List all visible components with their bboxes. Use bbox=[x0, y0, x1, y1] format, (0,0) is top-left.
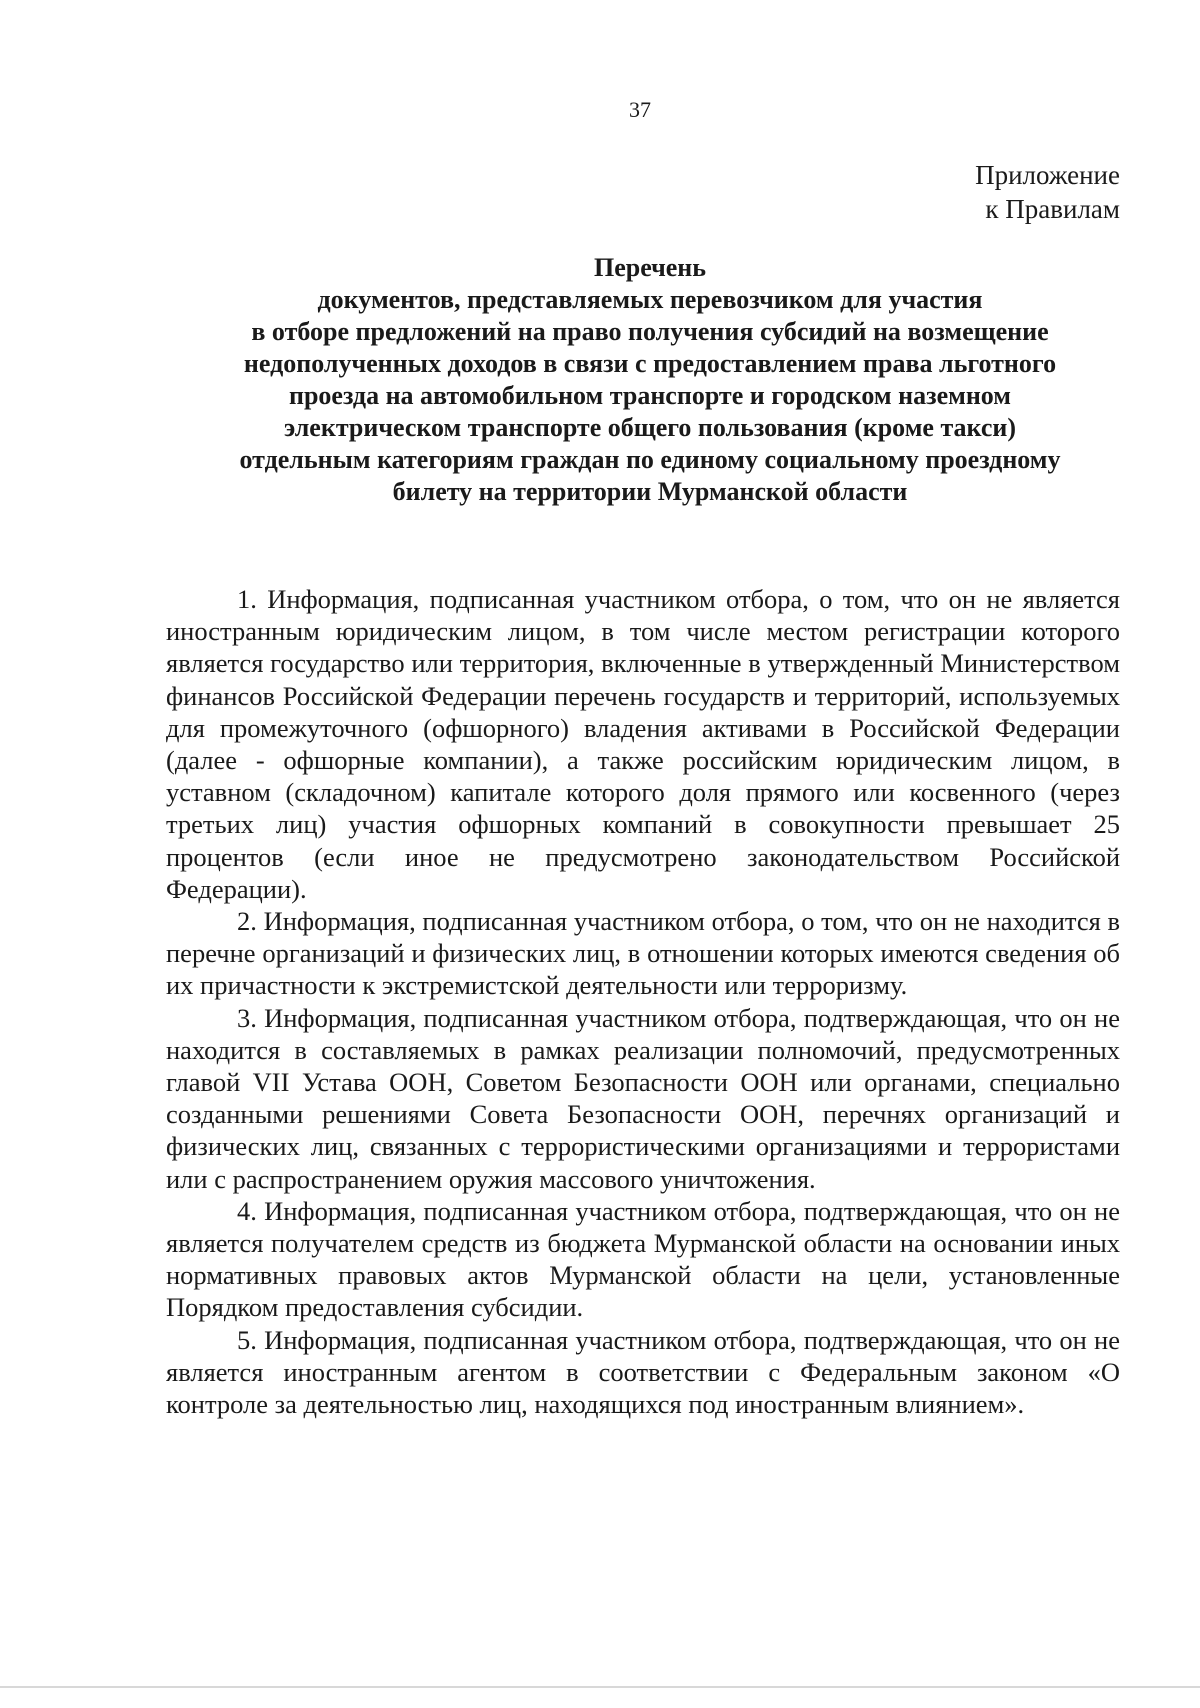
title-line: проезда на автомобильном транспорте и городском наземном bbox=[288, 381, 1012, 410]
appendix-target: к Правилам bbox=[985, 194, 1120, 224]
title-line: электрическом транспорте общего пользования (кроме такси) bbox=[283, 413, 1017, 442]
document-body bbox=[166, 583, 1120, 1420]
scan-edge-line bbox=[0, 1686, 1200, 1688]
list-item-1: 1. Информация, подписанная участником отбора, о том, что он не является иностранным юридическим лицом, в том числе местом регистрации которого является государство или территория, включенные в утвержденный Министерством финансов Российской Федерации перечень государств и территорий, используемых для промежуточного (офшорного) владения активами в Российской Федерации (далее - офшорные компании), а также российским юридическим лицом, в уставном (складочном) капитале которого доля прямого или косвенного (через третьих лиц) участия офшорных компаний в совокупности превышает 25 процентов (если иное не предусмотрено законодательством Российской Федерации). bbox=[166, 584, 1120, 904]
appendix-label: Приложение bbox=[975, 160, 1120, 190]
list-item-2: 2. Информация, подписанная участником отбора, о том, что он не находится в перечне организаций и физических лиц, в отношении которых имеются сведения об их причастности к экстремистской деятельности или терроризму. bbox=[166, 906, 1120, 1001]
document-title bbox=[150, 252, 1150, 508]
title-heading: Перечень bbox=[593, 253, 707, 282]
page-number: 37 bbox=[629, 97, 651, 122]
list-item-4: 4. Информация, подписанная участником отбора, подтверждающая, что он не является получателем средств из бюджета Мурманской области на основании иных нормативных правовых актов Мурманской области на цели, установленные Порядком предоставления субсидии. bbox=[166, 1195, 1120, 1323]
title-line: билету на территории Мурманской области bbox=[392, 477, 908, 506]
title-line: документов, представляемых перевозчиком для участия bbox=[317, 285, 983, 314]
title-line: в отборе предложений на право получения субсидий на возмещение bbox=[251, 317, 1049, 346]
list-item-5: 5. Информация, подписанная участником отбора, подтверждающая, что он не является иностранным агентом в соответствии с Федеральным законом «О контроле за деятельностью лиц, находящихся под иностранным влиянием». bbox=[166, 1324, 1120, 1420]
appendix-reference bbox=[975, 158, 1120, 226]
title-line: недополученных доходов в связи с предоставлением права льготного bbox=[243, 349, 1057, 378]
list-item-3: 3. Информация, подписанная участником отбора, подтверждающая, что он не находится в составляемых в рамках реализации полномочий, предусмотренных главой VII Устава ООН, Советом Безопасности ООН или органами, специально созданными решениями Совета Безопасности ООН, перечнях организаций и физических лиц, связанных с террористическими организациями и террористами или с распространением оружия массового уничтожения. bbox=[166, 1002, 1120, 1194]
title-line: отдельным категориям граждан по единому социальному проездному bbox=[239, 445, 1061, 474]
